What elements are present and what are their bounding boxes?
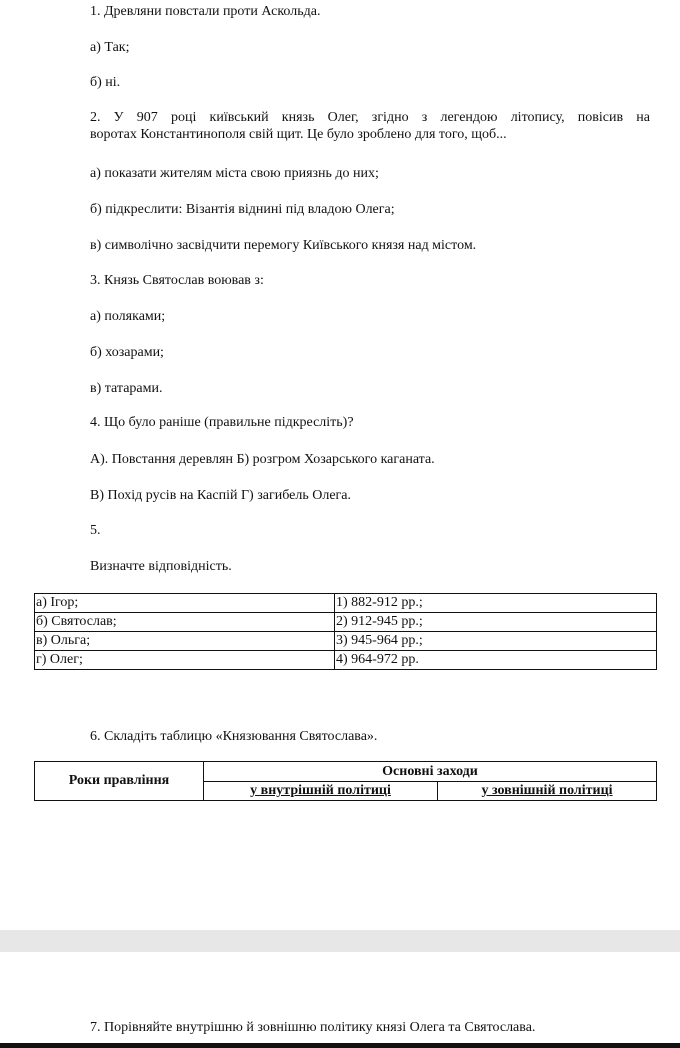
bottom-edge-bar xyxy=(0,1043,680,1048)
column-header-main-measures: Основні заходи xyxy=(204,762,657,782)
page-break-gap xyxy=(0,930,680,952)
table-row xyxy=(35,613,657,632)
table-cell: 4) 964-972 рр. xyxy=(335,651,657,670)
table-cell: г) Олег; xyxy=(35,651,335,670)
question-7: 7. Порівняйте внутрішню й зовнішню політику князі Олега та Святослава. xyxy=(90,1020,536,1035)
question-6: 6. Складіть таблицю «Князювання Святослава». xyxy=(90,729,378,744)
table-row xyxy=(35,594,657,613)
column-header-years: Роки правління xyxy=(35,762,204,801)
table-cell: а) Ігор; xyxy=(35,594,335,613)
question-4-line-2: В) Похід русів на Каспій Г) загибель Олега. xyxy=(90,488,351,503)
question-3-option-a: а) поляками; xyxy=(90,309,166,324)
question-4-line-1: А). Повстання деревлян Б) розгром Хозарського каганата. xyxy=(90,452,435,467)
question-2-option-b: б) підкреслити: Візантія віднині під владою Олега; xyxy=(90,202,395,217)
table-row xyxy=(35,651,657,670)
question-1: 1. Древляни повстали проти Аскольда. xyxy=(90,4,321,19)
question-3: 3. Князь Святослав воював з: xyxy=(90,273,264,288)
question-3-option-b: б) хозарами; xyxy=(90,345,164,360)
question-1-option-b: б) ні. xyxy=(90,75,121,90)
question-1-option-a: а) Так; xyxy=(90,40,130,55)
table-row xyxy=(35,632,657,651)
table-cell: 1) 882-912 рр.; xyxy=(335,594,657,613)
question-2 xyxy=(90,109,650,143)
matching-table xyxy=(34,593,657,670)
question-2-option-a: а) показати жителям міста свою приязнь до них; xyxy=(90,166,379,181)
table-cell: б) Святослав; xyxy=(35,613,335,632)
question-2-line-2: воротах Константинополя свій щит. Це було зроблено для того, щоб... xyxy=(90,127,507,142)
column-header-external-policy: у зовнішній політиці xyxy=(438,782,657,801)
table-cell: 2) 912-945 рр.; xyxy=(335,613,657,632)
column-header-internal-policy: у внутрішній політиці xyxy=(204,782,438,801)
question-5-number: 5. xyxy=(90,523,101,538)
question-5: Визначте відповідність. xyxy=(90,559,232,574)
question-3-option-c: в) татарами. xyxy=(90,381,163,396)
reign-table xyxy=(34,761,657,801)
question-2-line-1: 2. У 907 році київський князь Олег, згідно з легендою літопису, повісив на xyxy=(90,110,650,125)
table-header-row xyxy=(35,762,657,782)
table-cell: 3) 945-964 рр.; xyxy=(335,632,657,651)
question-2-option-c: в) символічно засвідчити перемогу Київського князя над містом. xyxy=(90,238,477,253)
question-4: 4. Що було раніше (правильне підкресліть)? xyxy=(90,415,354,430)
table-cell: в) Ольга; xyxy=(35,632,335,651)
